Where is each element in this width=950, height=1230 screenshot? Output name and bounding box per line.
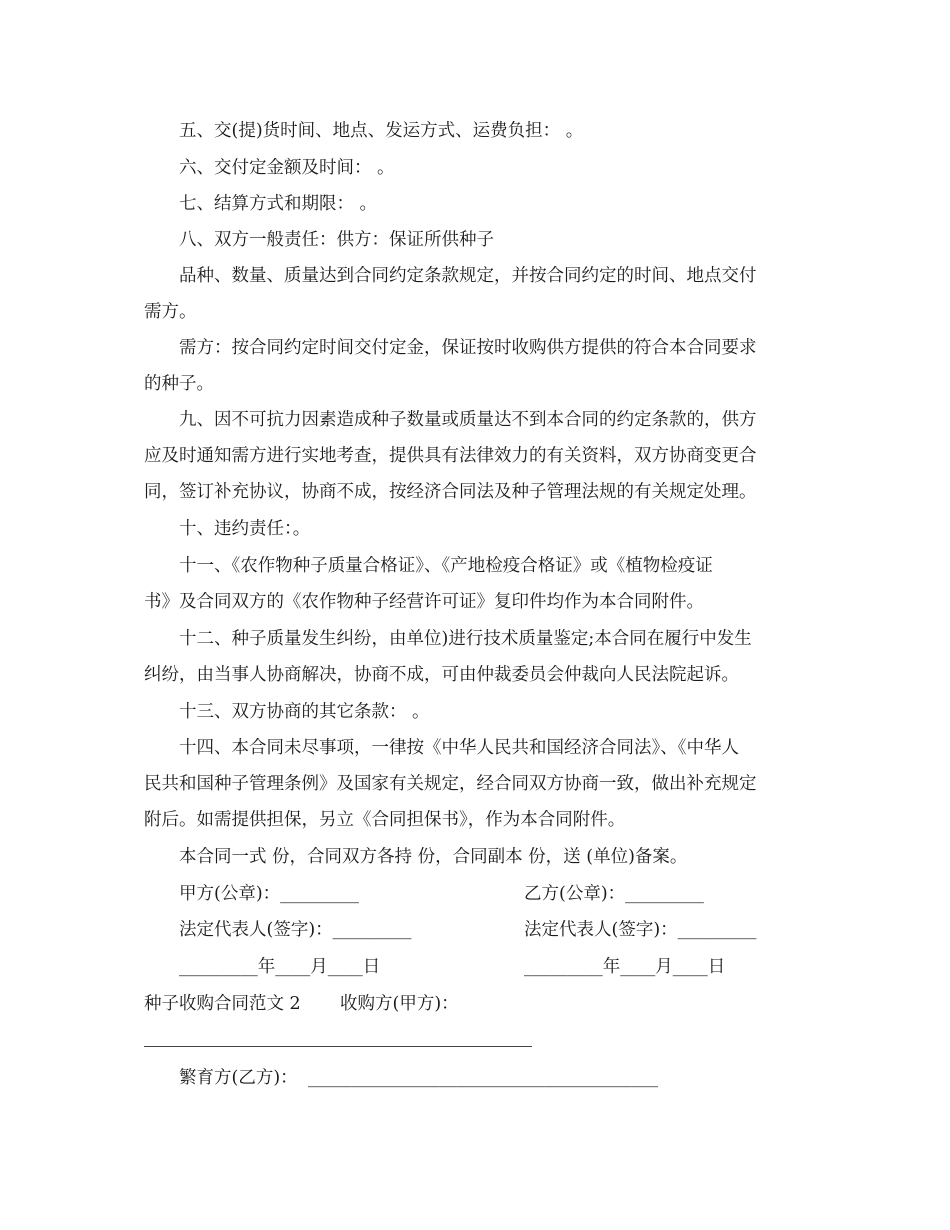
party-a-date: _________年____月____日 [179,957,381,977]
buyer-underline [144,1046,532,1047]
clause-8-buyer-line1: 需方：按合同约定时间交付定金，保证按时收购供方提供的符合本合同要求 [179,338,757,358]
clause-11-line2: 书》及合同双方的《农作物种子经营许可证》复印件均作为本合同附件。 [144,592,704,612]
clause-8-supplier-line2: 需方。 [144,302,197,322]
sample-2-title: 种子收购合同范文 2 [144,994,301,1014]
clause-13: 十三、双方协商的其它条款： 。 [179,702,430,722]
clause-8-buyer-line2: 的种子。 [144,374,214,394]
clause-14-line2: 民共和国种子管理条例》及国家有关规定，经合同双方协商一致，做出补充规定 [144,774,757,794]
clause-9-line1: 九、因不可抗力因素造成种子数量或质量达不到本合同的约定条款的，供方 [179,410,757,430]
clause-8: 八、双方一般责任：供方：保证所供种子 [179,230,494,250]
clause-9-line2: 应及时通知需方进行实地考查，提供具有法律效力的有关资料，双方协商变更合 [144,446,757,466]
party-b-date: _________年____月____日 [524,957,726,977]
clause-6: 六、交付定金额及时间： 。 [179,158,395,178]
clause-10: 十、违约责任：。 [179,519,311,539]
clause-12-line2: 纠纷，由当事人协商解决，协商不成，可由仲裁委员会仲裁向人民法院起诉。 [144,665,739,685]
breeder-label: 繁育方(乙方)： [179,1068,298,1088]
party-a-representative: 法定代表人(签字)：_________ [179,920,412,940]
party-b-representative: 法定代表人(签字)：_________ [524,920,757,940]
breeder-blank: ________________________________________ [308,1068,658,1088]
clause-11-line1: 十一、《农作物种子质量合格证》、《产地检疫合格证》或《植物检疫证 [179,556,713,576]
clause-7: 七、结算方式和期限： 。 [179,194,378,214]
copies-statement: 本合同一式 份，合同双方各持 份，合同副本 份，送 (单位)备案。 [179,847,688,867]
clause-9-line3: 同，签订补充协议，协商不成，按经济合同法及种子管理法规的有关规定处理。 [144,482,757,502]
clause-5: 五、交(提)货时间、地点、发运方式、运费负担： 。 [179,121,584,141]
clause-8-supplier-line1: 品种、数量、质量达到合同约定条款规定，并按合同约定的时间、地点交付 [179,266,757,286]
clause-12-line1: 十二、种子质量发生纠纷，由单位)进行技术质量鉴定;本合同在履行中发生 [179,629,752,649]
clause-14-line1: 十四、本合同未尽事项，一律按《中华人民共和国经济合同法》、《中华人 [179,738,739,758]
party-a-seal: 甲方(公章)：_________ [179,884,359,904]
clause-14-line3: 附后。如需提供担保，另立《合同担保书》，作为本合同附件。 [144,810,626,830]
buyer-label: 收购方(甲方)： [340,994,459,1014]
party-b-seal: 乙方(公章)：_________ [524,884,704,904]
